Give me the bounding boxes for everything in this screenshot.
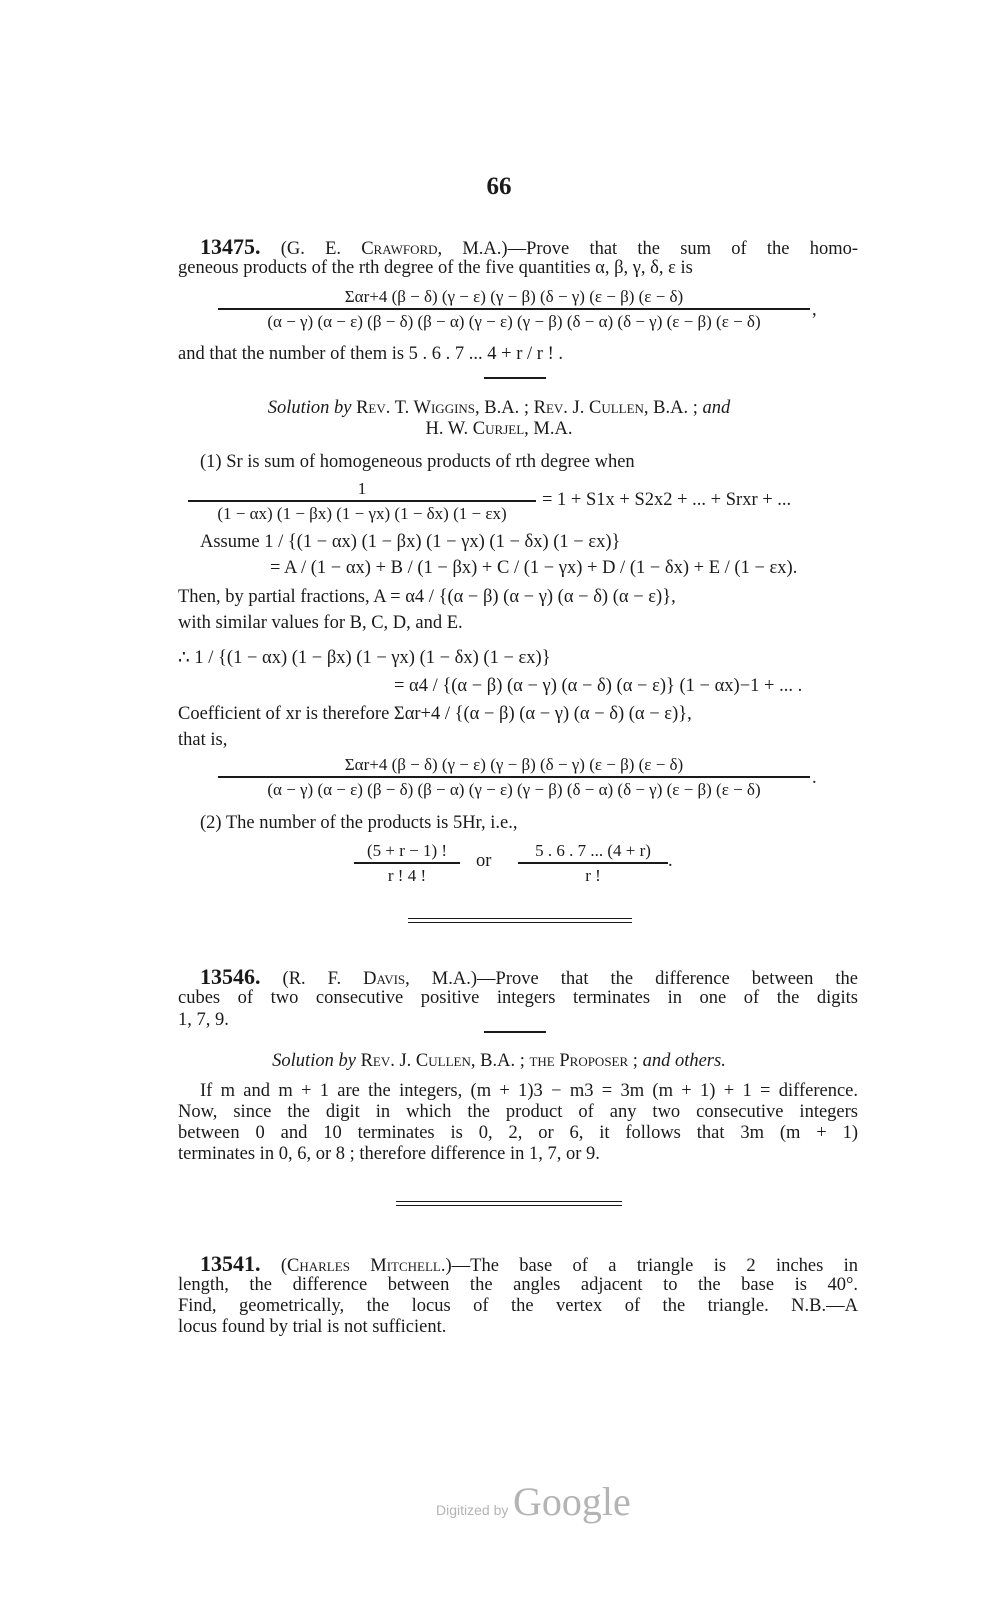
sol13475-f3-bar bbox=[354, 862, 460, 864]
sol13475-eq1-fraction bbox=[188, 478, 536, 528]
sol13475-p2: (2) The number of the products is 5Hr, i.e., bbox=[200, 813, 518, 833]
sol13475-or: or bbox=[476, 851, 492, 871]
q13541-number: 13541. bbox=[200, 1251, 261, 1276]
watermark-google-logo: Google bbox=[513, 1479, 631, 1524]
sol13475-f3-denominator: r ! 4 ! bbox=[387, 866, 427, 885]
q13475-fraction bbox=[218, 286, 810, 338]
q13546-number: 13546. bbox=[200, 964, 261, 989]
sol13475-fraction-2 bbox=[218, 754, 810, 806]
sol13475-by-names-1: Rev. T. Wiggins, B.A. ; Rev. J. Cullen, B.A. ; bbox=[356, 398, 698, 418]
sol13475-p1: (1) Sr is sum of homogeneous products of rth degree when bbox=[200, 452, 635, 472]
sol13475-frac2-bar bbox=[218, 776, 810, 778]
sol13475-then: Then, by partial fractions, A = α4 / {(α − β) (α − γ) (α − δ) (α − ε)}, bbox=[178, 587, 676, 607]
q13546-line1 bbox=[200, 966, 858, 990]
sol13546-by-suffix: and others. bbox=[642, 1051, 726, 1071]
double-divider-2 bbox=[396, 1201, 622, 1206]
sol13475-eq1-denominator: (1 − αx) (1 − βx) (1 − γx) (1 − δx) (1 − εx) bbox=[217, 504, 507, 523]
sol13475-f4-bar bbox=[518, 862, 668, 864]
sol13546-by-names: Rev. J. Cullen, B.A. ; the Proposer ; bbox=[360, 1051, 638, 1071]
sol13475-byline-2: H. W. Curjel, M.A. bbox=[425, 419, 573, 439]
q13475-line1 bbox=[200, 236, 858, 260]
q13475-line2: geneous products of the rth degree of the five quantities α, β, γ, δ, ε is bbox=[178, 258, 693, 278]
sol13546-line3: between 0 and 10 terminates is 0, 2, or 6, it follows that 3m (m + 1) bbox=[178, 1123, 858, 1143]
q13546-author: (R. F. Davis, M.A.) bbox=[282, 969, 478, 989]
q13475-frac-tail: , bbox=[812, 300, 817, 320]
sol13475-by-prefix: Solution by bbox=[267, 398, 352, 418]
sol13475-f3-numerator: (5 + r − 1) ! bbox=[366, 841, 448, 860]
sol13546-byline bbox=[0, 1051, 998, 1072]
google-watermark bbox=[436, 1479, 631, 1524]
sol13475-f4-numerator: 5 . 6 . 7 ... (4 + r) bbox=[535, 841, 651, 860]
sol13475-f4-tail: . bbox=[668, 851, 673, 871]
double-divider-1 bbox=[408, 918, 632, 923]
q13475-line1-rest: —Prove that the sum of the homo- bbox=[507, 239, 858, 259]
q13475-author: (G. E. Crawford, M.A.) bbox=[280, 239, 508, 259]
sol13475-byline-1 bbox=[0, 398, 998, 419]
q13541-line1-rest: —The base of a triangle is 2 inches in bbox=[451, 1256, 859, 1276]
sol13475-eq1-rhs: = 1 + S1x + S2x2 + ... + Srxr + ... bbox=[542, 490, 792, 510]
sol13475-and: and bbox=[702, 398, 731, 418]
q13541-line2: length, the difference between the angles adjacent to the base is 40°. bbox=[178, 1275, 858, 1295]
q13546-line1-rest: —Prove that the difference between the bbox=[477, 969, 859, 989]
sol13475-f4 bbox=[518, 840, 668, 890]
q13475-frac-denominator: (α − γ) (α − ε) (β − δ) (β − α) (γ − ε) (γ − β) (δ − α) (δ − γ) (ε − β) (ε − δ) bbox=[267, 312, 761, 331]
q13541-author: (Charles Mitchell.) bbox=[280, 1256, 452, 1276]
q13475-frac-bar bbox=[218, 308, 810, 310]
q13541-line1 bbox=[200, 1253, 858, 1277]
q13541-line4: locus found by trial is not sufficient. bbox=[178, 1317, 447, 1337]
q13546-line3: 1, 7, 9. bbox=[178, 1010, 229, 1030]
short-divider-2 bbox=[484, 1031, 546, 1033]
sol13475-that-is: that is, bbox=[178, 730, 228, 750]
sol13475-f3 bbox=[354, 840, 460, 890]
watermark-digitized: Digitized by bbox=[436, 1502, 509, 1518]
q13546-line2: cubes of two consecutive positive integers terminates in one of the digits bbox=[178, 988, 858, 1008]
sol13475-frac2-numerator: Σαr+4 (β − δ) (γ − ε) (γ − β) (δ − γ) (ε − β) (ε − δ) bbox=[344, 755, 684, 774]
sol13475-eq1-bar bbox=[188, 500, 536, 502]
sol13475-therefore1: ∴ 1 / {(1 − αx) (1 − βx) (1 − γx) (1 − δx) (1 − εx)} bbox=[178, 648, 551, 668]
sol13475-therefore2: = α4 / {(α − β) (α − γ) (α − δ) (α − ε)} (1 − αx)−1 + ... . bbox=[394, 676, 803, 696]
sol13546-line2: Now, since the digit in which the product of any two consecutive integers bbox=[178, 1102, 858, 1122]
sol13546-line1: If m and m + 1 are the integers, (m + 1)3 − m3 = 3m (m + 1) + 1 = difference. bbox=[200, 1081, 858, 1101]
sol13546-line4: terminates in 0, 6, or 8 ; therefore difference in 1, 7, or 9. bbox=[178, 1144, 600, 1164]
q13475-frac-numerator: Σαr+4 (β − δ) (γ − ε) (γ − β) (δ − γ) (ε − β) (ε − δ) bbox=[344, 287, 684, 306]
q13475-number: 13475. bbox=[200, 234, 261, 259]
sol13475-frac2-denominator: (α − γ) (α − ε) (β − δ) (β − α) (γ − ε) (γ − β) (δ − α) (δ − γ) (ε − β) (ε − δ) bbox=[267, 780, 761, 799]
sol13475-assume2: = A / (1 − αx) + B / (1 − βx) + C / (1 − γx) + D / (1 − δx) + E / (1 − εx). bbox=[270, 558, 798, 578]
sol13475-coefficient: Coefficient of xr is therefore Σαr+4 / {(α − β) (α − γ) (α − δ) (α − ε)}, bbox=[178, 704, 692, 724]
sol13475-f4-denominator: r ! bbox=[585, 866, 601, 885]
sol13475-assume: Assume 1 / {(1 − αx) (1 − βx) (1 − γx) (1 − δx) (1 − εx)} bbox=[200, 532, 621, 552]
q13541-line3: Find, geometrically, the locus of the vertex of the triangle. N.B.—A bbox=[178, 1296, 858, 1316]
sol13475-similar: with similar values for B, C, D, and E. bbox=[178, 613, 463, 633]
sol13475-frac2-tail: . bbox=[812, 768, 817, 788]
sol13546-by-prefix: Solution by bbox=[272, 1051, 356, 1071]
short-divider-1 bbox=[484, 377, 546, 379]
page-number: 66 bbox=[486, 173, 512, 200]
q13475-line3: and that the number of them is 5 . 6 . 7 ... 4 + r / r ! . bbox=[178, 344, 563, 364]
sol13475-eq1-numerator: 1 bbox=[357, 479, 367, 498]
